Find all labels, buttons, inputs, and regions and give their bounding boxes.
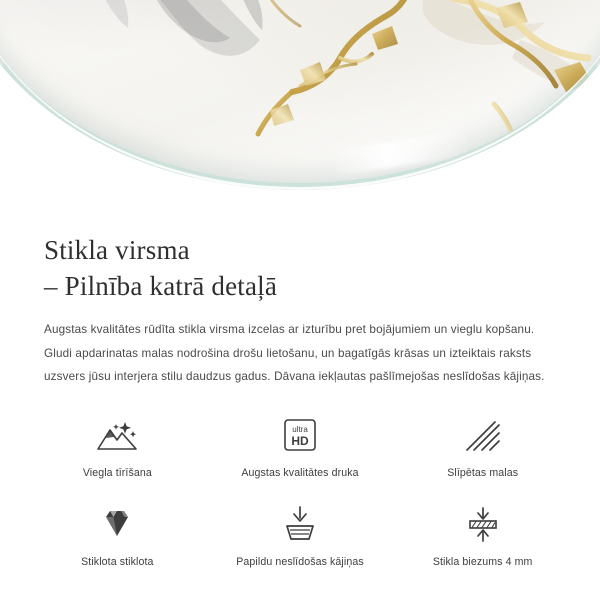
ultra-hd-icon — [278, 414, 322, 458]
feature-label: Viegla tīrīšana — [82, 467, 152, 480]
glass-board-surface — [0, 0, 600, 190]
feature-label: Slīpētas malas — [447, 467, 519, 480]
feature-label: Stikla biezums 4 mm — [432, 556, 533, 569]
feature-item — [209, 414, 392, 479]
page-title-line-2: – Pilnība katrā detaļā — [44, 270, 278, 301]
non-slip-foot-icon — [278, 503, 322, 547]
svg-text:ultra: ultra — [292, 425, 308, 435]
content-block — [0, 233, 600, 388]
thickness-arrows-icon — [461, 503, 505, 547]
feature-item — [26, 503, 209, 568]
diamond-icon — [95, 503, 139, 547]
diagonal-lines-icon — [461, 414, 505, 458]
feature-item — [391, 503, 574, 568]
feature-label: Augstas kvalitātes druka — [241, 467, 359, 480]
feature-item — [209, 503, 392, 568]
feature-item — [26, 414, 209, 479]
page-title — [44, 233, 556, 304]
feature-label: Stiklota stiklota — [81, 556, 154, 569]
svg-text:HD: HD — [291, 434, 309, 449]
feature-label: Papildu neslīdošas kājiņas — [236, 556, 364, 569]
feature-grid — [0, 414, 600, 568]
feature-item — [391, 414, 574, 479]
description-paragraph: Augstas kvalitātes rūdīta stikla virsma izcelas ar izturību pret bojājumiem un vieglu kopšanu. Gludi apdarinatas malas nodrošina drošu lietošanu, un bagatīgās krāsas un izteiktais raksts uzsvers jūsu interjera stilu daudzus gadus. Dāvana iekļautas pašlīmejošas neslīdošas kājiņas. — [44, 323, 545, 384]
mountain-sparkle-icon — [94, 414, 140, 458]
hero-image — [0, 0, 600, 205]
page-title-line-1: Stikla virsma — [44, 235, 190, 265]
